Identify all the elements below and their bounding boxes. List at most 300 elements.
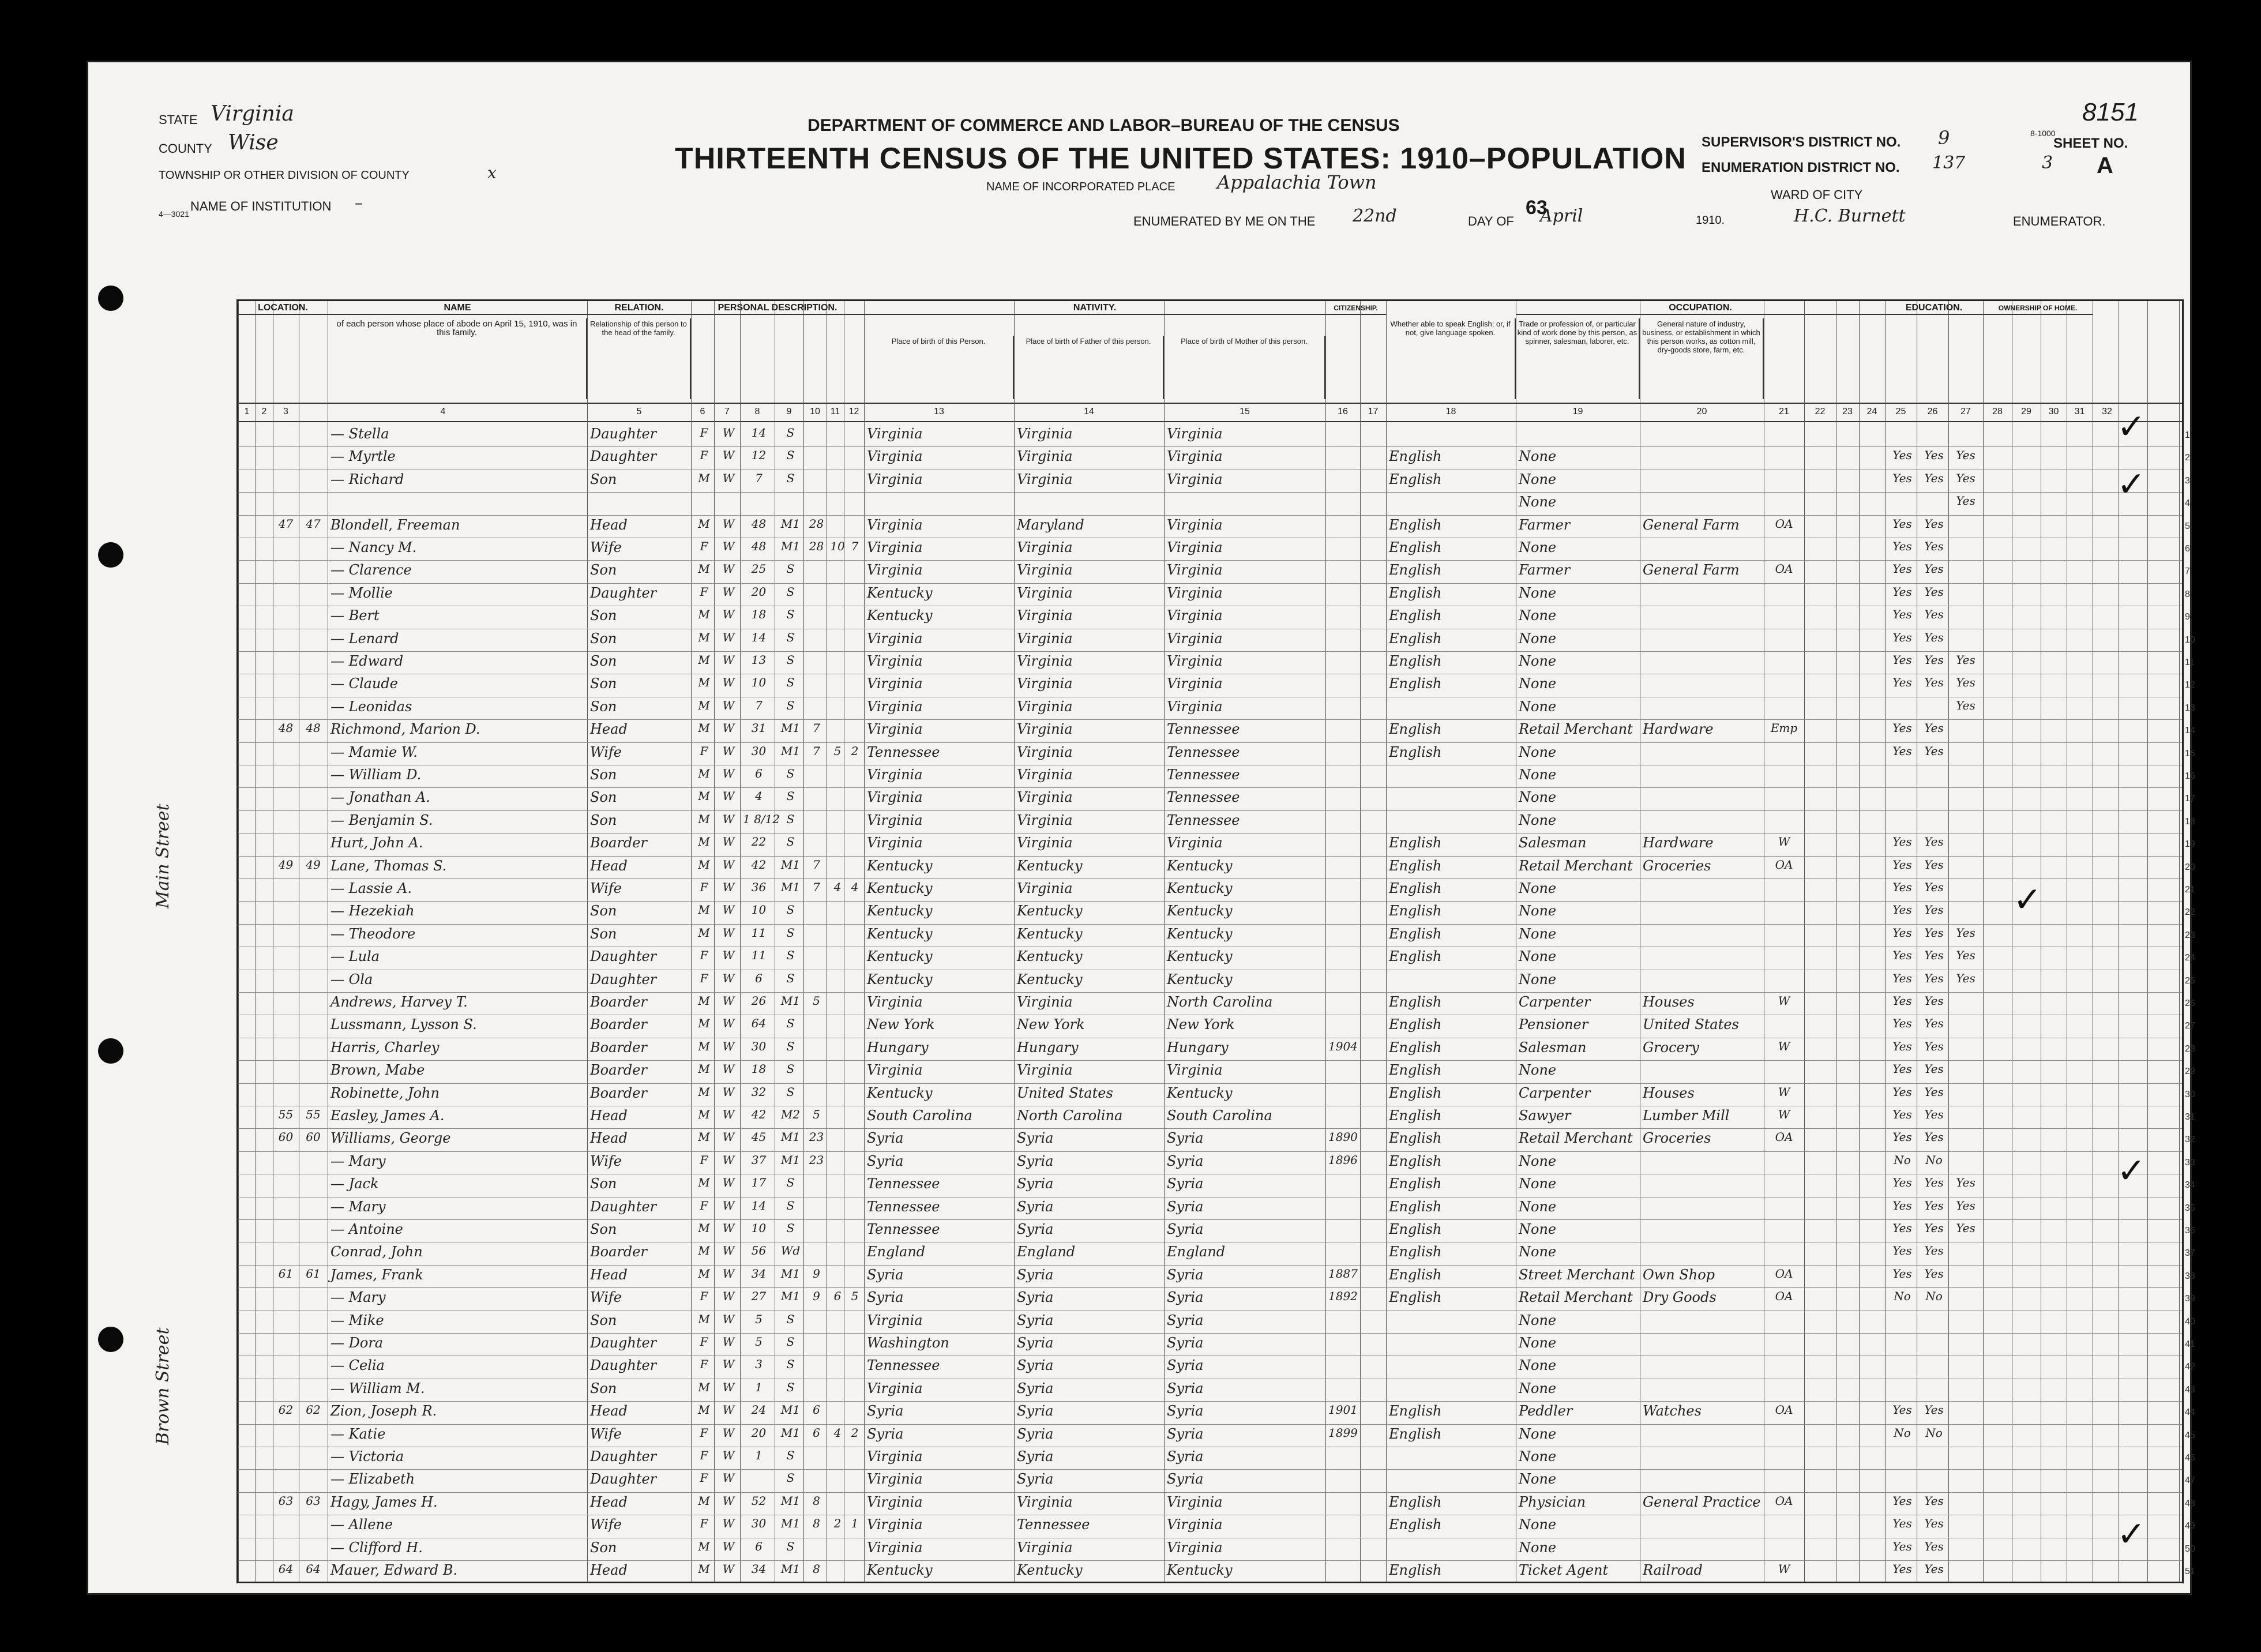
cell-race: W xyxy=(722,744,735,758)
cell-bp: Tennessee xyxy=(867,1357,940,1374)
citizenship-heading: CITIZENSHIP. xyxy=(1325,301,1386,315)
cell-race: W xyxy=(722,607,735,622)
birth-mother-column-description: Place of birth of Mother of this person. xyxy=(1164,336,1325,399)
cell-name: — Mary xyxy=(330,1198,386,1215)
cell-rd: Yes xyxy=(1892,1493,1912,1508)
cell-rd: Yes xyxy=(1892,948,1912,963)
cell-lang: English xyxy=(1389,948,1442,965)
line-number: 9 xyxy=(2185,612,2190,622)
cell-ms: S xyxy=(786,1221,795,1235)
cell-race: W xyxy=(722,1335,735,1349)
table-row xyxy=(238,1425,2195,1447)
day-of-label: DAY OF xyxy=(1468,214,1514,228)
cell-fam: 55 xyxy=(306,1107,321,1121)
cell-ms: M1 xyxy=(780,1152,801,1167)
cell-dw: 47 xyxy=(278,516,294,531)
cell-emp: OA xyxy=(1775,1130,1793,1144)
column-number: 10 xyxy=(810,407,820,416)
cell-sex: M xyxy=(698,630,710,644)
cell-rel: Daughter xyxy=(590,1335,657,1351)
cell-trade: None xyxy=(1519,948,1557,965)
cell-ms: S xyxy=(786,948,795,963)
cell-ms: M1 xyxy=(780,1562,801,1576)
cell-rd: No xyxy=(1894,1289,1911,1304)
cell-bp: Syria xyxy=(867,1403,904,1420)
cell-sex: M xyxy=(698,835,710,849)
cell-sex: M xyxy=(698,1539,710,1553)
cell-race: W xyxy=(722,948,735,963)
cell-age: 7 xyxy=(755,471,763,485)
cell-age: 22 xyxy=(751,835,767,849)
cell-race: W xyxy=(722,1039,735,1053)
cell-ms: S xyxy=(786,1016,795,1031)
table-row xyxy=(238,1266,2195,1288)
cell-trade: None xyxy=(1519,1357,1557,1374)
cell-bp: Kentucky xyxy=(867,1562,933,1578)
cell-trade: Retail Merchant xyxy=(1519,857,1633,874)
cell-lang: English xyxy=(1389,880,1442,896)
table-row xyxy=(238,1242,2195,1265)
cell-dw: 55 xyxy=(278,1107,294,1121)
cell-wr: Yes xyxy=(1924,948,1944,963)
cell-sex: F xyxy=(700,1425,708,1440)
cell-bf: Virginia xyxy=(1017,607,1073,624)
cell-race: W xyxy=(722,1516,735,1531)
cell-ms: S xyxy=(786,971,795,985)
cell-rd: Yes xyxy=(1892,1062,1912,1076)
cell-sex: M xyxy=(698,1266,710,1281)
cell-ml: 1 xyxy=(851,1516,859,1531)
cell-bf: Syria xyxy=(1017,1176,1054,1192)
cell-bp: Virginia xyxy=(867,1448,923,1465)
cell-age: 13 xyxy=(751,653,767,667)
table-row xyxy=(238,516,2190,538)
line-number: 25 xyxy=(2185,975,2195,986)
cell-emp: W xyxy=(1778,1084,1790,1099)
line-number: 32 xyxy=(2185,1135,2195,1145)
location-heading: LOCATION. xyxy=(238,301,328,315)
cell-bp: Virginia xyxy=(867,516,923,533)
cell-age: 11 xyxy=(751,925,767,940)
cell-rel: Boarder xyxy=(590,1016,647,1033)
cell-rel: Head xyxy=(590,857,628,874)
cell-bm: Syria xyxy=(1167,1425,1204,1442)
line-number: 45 xyxy=(2185,1430,2195,1440)
column-number: 31 xyxy=(2074,407,2085,416)
cell-sex: M xyxy=(698,1084,710,1099)
cell-dw: 60 xyxy=(278,1130,294,1144)
cell-ms: M1 xyxy=(780,880,801,894)
cell-wr: Yes xyxy=(1924,607,1944,622)
cell-bf: Syria xyxy=(1017,1357,1054,1374)
cell-bm: Virginia xyxy=(1167,698,1223,715)
cell-age: 34 xyxy=(751,1266,767,1281)
cell-rd: Yes xyxy=(1892,1221,1912,1235)
table-row xyxy=(238,1334,2195,1356)
cell-bm: Virginia xyxy=(1167,630,1223,647)
line-number: 49 xyxy=(2185,1521,2195,1531)
line-number: 1 xyxy=(2185,430,2190,440)
cell-age: 14 xyxy=(751,426,767,440)
cell-trade: None xyxy=(1519,494,1557,510)
cell-sch: Yes xyxy=(1956,675,1975,690)
cell-age: 37 xyxy=(751,1152,767,1167)
census-title: THIRTEENTH CENSUS OF THE UNITED STATES: 1910–POPULATION xyxy=(675,142,1687,175)
cell-emp: OA xyxy=(1775,516,1793,531)
cell-lang: English xyxy=(1389,1198,1442,1215)
cell-emp: OA xyxy=(1775,1403,1793,1417)
cell-name: Lussmann, Lysson S. xyxy=(330,1016,477,1033)
cell-age: 1 xyxy=(755,1380,763,1394)
cell-bf: Syria xyxy=(1017,1198,1054,1215)
line-number: 14 xyxy=(2185,726,2195,736)
cell-lang: English xyxy=(1389,1493,1442,1510)
table-row xyxy=(238,1311,2195,1334)
cell-ind: Houses xyxy=(1643,994,1695,1010)
column-number: 4 xyxy=(440,407,446,416)
cell-age: 45 xyxy=(751,1130,767,1144)
cell-bf: Syria xyxy=(1017,1448,1054,1465)
cell-bf: Virginia xyxy=(1017,698,1073,715)
cell-race: W xyxy=(722,584,735,599)
cell-wr: Yes xyxy=(1924,721,1944,735)
cell-sch: Yes xyxy=(1956,653,1975,667)
table-row xyxy=(238,765,2195,788)
cell-sch: Yes xyxy=(1956,948,1975,963)
cell-ind: Grocery xyxy=(1643,1039,1699,1056)
cell-rel: Son xyxy=(590,1539,617,1556)
cell-bm: Virginia xyxy=(1167,562,1223,579)
cell-sch: Yes xyxy=(1956,971,1975,985)
cell-rel: Son xyxy=(590,653,617,669)
cell-bf: Syria xyxy=(1017,1471,1054,1488)
cell-rel: Son xyxy=(590,1221,617,1237)
nativity-heading: NATIVITY. xyxy=(864,301,1325,315)
enumerator-name: H.C. Burnett xyxy=(1794,206,1906,226)
cell-name: — Celia xyxy=(330,1357,385,1374)
column-number: 23 xyxy=(1842,407,1853,416)
cell-wr: Yes xyxy=(1924,471,1944,485)
cell-sex: M xyxy=(698,925,710,940)
cell-bm: Virginia xyxy=(1167,653,1223,669)
cell-bf: Virginia xyxy=(1017,448,1073,465)
cell-rd: Yes xyxy=(1892,1266,1912,1281)
cell-lang: English xyxy=(1389,1062,1442,1079)
cell-trade: None xyxy=(1519,1448,1557,1465)
cell-sch: Yes xyxy=(1956,448,1975,463)
cell-sex: M xyxy=(698,903,710,917)
cell-bf: North Carolina xyxy=(1017,1107,1123,1124)
cell-race: W xyxy=(722,1130,735,1144)
cell-age: 6 xyxy=(755,1539,763,1553)
table-row xyxy=(238,1129,2195,1151)
cell-name: — Claude xyxy=(330,675,398,692)
cell-name: — Mamie W. xyxy=(330,744,418,760)
column-number: 5 xyxy=(636,407,642,416)
cell-sex: M xyxy=(698,994,710,1008)
institution-value: – xyxy=(355,193,363,212)
column-number: 17 xyxy=(1368,407,1379,416)
cell-bm: Virginia xyxy=(1167,1516,1223,1533)
cell-emp: W xyxy=(1778,835,1790,849)
enumeration-year: 1910. xyxy=(1696,214,1725,227)
cell-wr: No xyxy=(1925,1425,1943,1440)
table-row xyxy=(238,1379,2195,1402)
cell-race: W xyxy=(722,1266,735,1281)
cell-trade: Peddler xyxy=(1519,1403,1573,1420)
cell-rel: Head xyxy=(590,1403,628,1420)
name-column-description: of each person whose place of abode on April 15, 1910, was in this family. xyxy=(328,318,587,399)
cell-wr: Yes xyxy=(1924,516,1944,531)
cell-ms: S xyxy=(786,1198,795,1212)
cell-ms: S xyxy=(786,1448,795,1462)
cell-lang: English xyxy=(1389,744,1442,760)
cell-name: — Lenard xyxy=(330,630,399,647)
table-row xyxy=(238,1061,2195,1083)
cell-race: W xyxy=(722,835,735,849)
column-number: 15 xyxy=(1240,407,1250,416)
cell-wr: Yes xyxy=(1924,1266,1944,1281)
cell-age: 5 xyxy=(755,1312,763,1326)
cell-ind: General Practice xyxy=(1643,1493,1761,1510)
cell-ms: S xyxy=(786,1176,795,1190)
cell-race: W xyxy=(722,1244,735,1258)
cell-ind: Railroad xyxy=(1643,1562,1703,1578)
line-number: 16 xyxy=(2185,771,2195,781)
table-row xyxy=(238,788,2195,810)
cell-age: 17 xyxy=(751,1176,767,1190)
cell-race: W xyxy=(722,1289,735,1304)
personal-heading: PERSONAL DESCRIPTION. xyxy=(691,301,864,315)
cell-fam: 48 xyxy=(306,721,321,735)
cell-rel: Head xyxy=(590,516,628,533)
cell-trade: None xyxy=(1519,1516,1557,1533)
cell-trade: None xyxy=(1519,1198,1557,1215)
cell-race: W xyxy=(722,880,735,894)
cell-age: 3 xyxy=(755,1357,763,1372)
cell-sex: M xyxy=(698,607,710,622)
cell-name: — Allene xyxy=(330,1516,393,1533)
cell-rel: Wife xyxy=(590,1516,622,1533)
cell-rel: Son xyxy=(590,675,617,692)
cell-bp: Kentucky xyxy=(867,1084,933,1101)
cell-bp: Kentucky xyxy=(867,903,933,919)
cell-sex: M xyxy=(698,1221,710,1235)
cell-wr: Yes xyxy=(1924,903,1944,917)
cell-bp: Virginia xyxy=(867,1493,923,1510)
cell-rel: Daughter xyxy=(590,948,657,965)
cell-wr: Yes xyxy=(1924,880,1944,894)
cell-rel: Son xyxy=(590,471,617,487)
table-row xyxy=(238,1538,2195,1561)
cell-dw: 49 xyxy=(278,857,294,872)
check-mark: ✓ xyxy=(2013,881,2042,919)
cell-bp: Virginia xyxy=(867,630,923,647)
cell-bp: Hungary xyxy=(867,1039,929,1056)
cell-bp: Kentucky xyxy=(867,584,933,601)
sheet-number: 3 xyxy=(2042,153,2053,173)
cell-lang: English xyxy=(1389,1176,1442,1192)
cell-rel: Wife xyxy=(590,539,622,555)
cell-bp: Kentucky xyxy=(867,607,933,624)
cell-ms: S xyxy=(786,1357,795,1372)
cell-rd: Yes xyxy=(1892,1107,1912,1121)
cell-bp: Virginia xyxy=(867,1312,923,1328)
cell-bm: Syria xyxy=(1167,1312,1204,1328)
cell-trade: Sawyer xyxy=(1519,1107,1571,1124)
cell-bf: Virginia xyxy=(1017,767,1073,783)
line-number: 47 xyxy=(2185,1475,2195,1486)
cell-trade: Farmer xyxy=(1519,516,1571,533)
cell-ms: Wd xyxy=(780,1244,801,1258)
cell-rd: Yes xyxy=(1892,630,1912,644)
cell-sex: F xyxy=(700,1516,708,1531)
cell-trade: Retail Merchant xyxy=(1519,1289,1633,1306)
cell-lang: English xyxy=(1389,1244,1442,1260)
stamp-number: 63 xyxy=(1526,197,1548,219)
table-row xyxy=(238,833,2195,856)
cell-bp: Virginia xyxy=(867,789,923,806)
cell-sex: M xyxy=(698,1380,710,1394)
cell-name: — Lassie A. xyxy=(330,880,412,896)
cell-trade: None xyxy=(1519,653,1557,669)
cell-ind: Dry Goods xyxy=(1643,1289,1717,1306)
cell-bm: Virginia xyxy=(1167,539,1223,555)
line-number: 10 xyxy=(2185,634,2195,645)
cell-sex: M xyxy=(698,698,710,712)
cell-bp: Kentucky xyxy=(867,880,933,896)
cell-trade: Salesman xyxy=(1519,1039,1587,1056)
cell-lang: English xyxy=(1389,562,1442,579)
cell-dw: 48 xyxy=(278,721,294,735)
cell-rd: Yes xyxy=(1892,857,1912,872)
cell-bf: Kentucky xyxy=(1017,857,1083,874)
cell-race: W xyxy=(722,630,735,644)
cell-ms: M1 xyxy=(780,1493,801,1508)
cell-bp: Virginia xyxy=(867,994,923,1010)
cell-lang: English xyxy=(1389,1562,1442,1578)
cell-race: W xyxy=(722,767,735,780)
binder-hole xyxy=(98,1038,123,1064)
cell-yrs: 8 xyxy=(813,1516,820,1531)
cell-rd: No xyxy=(1894,1425,1911,1440)
cell-bp: Virginia xyxy=(867,539,923,555)
cell-wr: Yes xyxy=(1924,1107,1944,1121)
column-number: 8 xyxy=(754,407,760,416)
cell-wr: Yes xyxy=(1924,1221,1944,1235)
cell-bp: Virginia xyxy=(867,767,923,783)
cell-race: W xyxy=(722,1562,735,1576)
column-number: 7 xyxy=(724,407,730,416)
cell-race: W xyxy=(722,1084,735,1099)
cell-bf: Kentucky xyxy=(1017,971,1083,988)
cell-bm: Syria xyxy=(1167,1176,1204,1192)
enumeration-day: 22nd xyxy=(1353,206,1397,226)
cell-bm: Tennessee xyxy=(1167,721,1240,738)
cell-rel: Daughter xyxy=(590,1198,657,1215)
table-row xyxy=(238,1561,2195,1583)
cell-name: — Katie xyxy=(330,1425,386,1442)
form-number: 8-1000 xyxy=(2030,129,2056,138)
cell-age: 4 xyxy=(755,789,763,804)
cell-bp: Tennessee xyxy=(867,1176,940,1192)
column-number: 2 xyxy=(261,407,267,416)
cell-ind: General Farm xyxy=(1643,516,1740,533)
line-number: 39 xyxy=(2185,1294,2195,1304)
cell-race: W xyxy=(722,1471,735,1485)
cell-name: — Myrtle xyxy=(330,448,396,465)
cell-lang: English xyxy=(1389,1266,1442,1283)
cell-ms: S xyxy=(786,767,795,780)
cell-wr: Yes xyxy=(1924,1084,1944,1099)
cell-ms: S xyxy=(786,584,795,599)
table-row xyxy=(238,947,2195,970)
cell-bm: Virginia xyxy=(1167,426,1223,442)
cell-trade: None xyxy=(1519,1425,1557,1442)
cell-bf: Kentucky xyxy=(1017,925,1083,942)
table-row xyxy=(238,1015,2195,1038)
cell-wr: Yes xyxy=(1924,1039,1944,1053)
cell-rd: Yes xyxy=(1892,539,1912,553)
cell-wr: Yes xyxy=(1924,1493,1944,1508)
cell-lang: English xyxy=(1389,516,1442,533)
cell-wr: Yes xyxy=(1924,539,1944,553)
table-row xyxy=(238,1152,2195,1174)
table-row xyxy=(238,743,2195,765)
cell-age: 18 xyxy=(751,1062,767,1076)
cell-ms: M1 xyxy=(780,1289,801,1304)
cell-sex: M xyxy=(698,562,710,576)
cell-rel: Boarder xyxy=(590,1084,647,1101)
cell-age: 10 xyxy=(751,675,767,690)
cell-race: W xyxy=(722,857,735,872)
cell-name: James, Frank xyxy=(330,1266,423,1283)
cell-fam: 62 xyxy=(306,1403,321,1417)
cell-bf: Kentucky xyxy=(1017,1562,1083,1578)
cell-ml: 2 xyxy=(851,744,859,758)
cell-yrs: 9 xyxy=(813,1289,820,1304)
cell-bf: Syria xyxy=(1017,1403,1054,1420)
table-row xyxy=(238,470,2190,493)
column-number: 19 xyxy=(1572,407,1583,416)
cell-bp: Virginia xyxy=(867,721,923,738)
line-number: 5 xyxy=(2185,521,2190,531)
cell-name: — Clifford H. xyxy=(330,1539,423,1556)
cell-yrs: 8 xyxy=(813,1562,820,1576)
cell-dw: 63 xyxy=(278,1493,294,1508)
cell-bf: Tennessee xyxy=(1017,1516,1090,1533)
cell-sex: F xyxy=(700,1471,708,1485)
cell-wr: Yes xyxy=(1924,1403,1944,1417)
cell-bf: Virginia xyxy=(1017,1493,1073,1510)
cell-age: 20 xyxy=(751,1425,767,1440)
cell-wr: Yes xyxy=(1924,1562,1944,1576)
cell-wr: Yes xyxy=(1924,1198,1944,1212)
cell-mb: 10 xyxy=(830,539,845,553)
sheet-label: SHEET NO. xyxy=(2053,136,2128,151)
line-number: 43 xyxy=(2185,1384,2195,1395)
cell-name: — Jack xyxy=(330,1176,379,1192)
line-number: 2 xyxy=(2185,453,2190,463)
cell-lang: English xyxy=(1389,1403,1442,1420)
cell-name: — Leonidas xyxy=(330,698,412,715)
table-row xyxy=(238,1084,2195,1106)
cell-race: W xyxy=(722,653,735,667)
cell-rel: Wife xyxy=(590,1425,622,1442)
cell-bm: Syria xyxy=(1167,1380,1204,1396)
cell-wr: Yes xyxy=(1924,1539,1944,1553)
cell-imm: 1887 xyxy=(1328,1266,1358,1281)
